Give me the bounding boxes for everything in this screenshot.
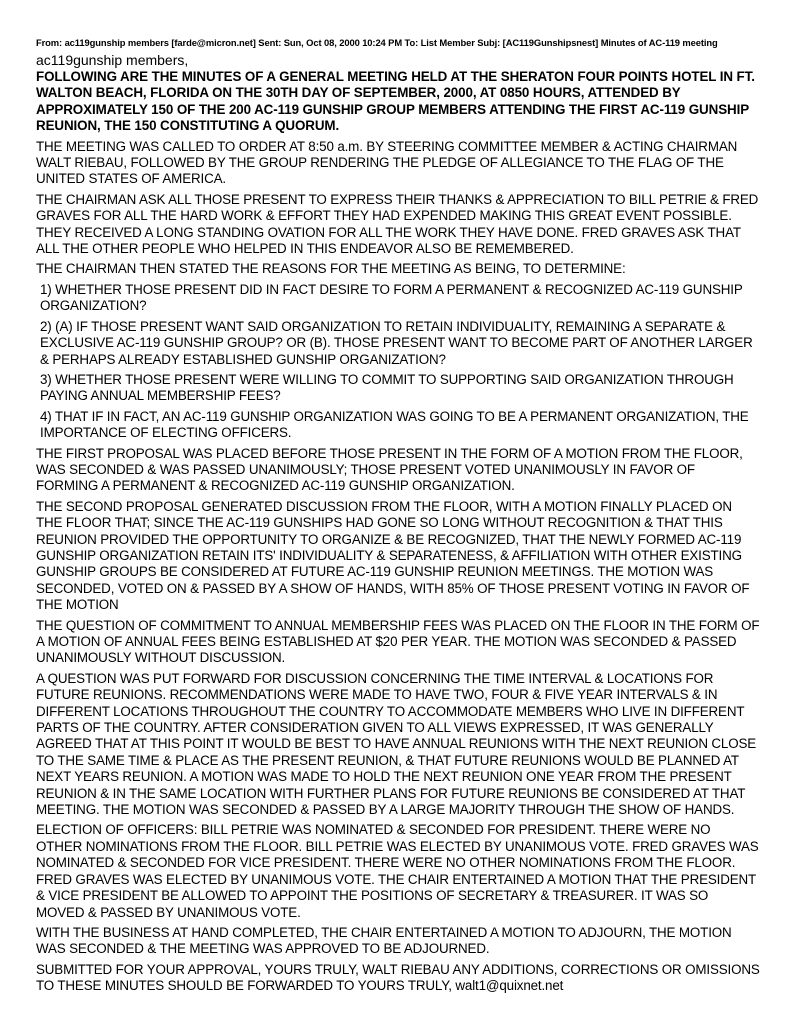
reason-item-2: 2) (A) IF THOSE PRESENT WANT SAID ORGANIZATION TO RETAIN INDIVIDUALITY, REMAINING A SEPARATE & EXCLUSIVE AC-119 GUNSHIP GROUP? OR (B). THOSE PRESENT WANT TO BECOME PART OF ANOTHER LARGER & PERHAPS ALREADY ESTABLISHED GUNSHIP ORGANIZATION? bbox=[40, 318, 753, 367]
election-of-officers: ELECTION OF OFFICERS: BILL PETRIE WAS NOMINATED & SECONDED FOR PRESIDENT. THERE WERE NO OTHER NOMINATIONS FROM THE FLOOR. BILL PETRIE WAS ELECTED BY UNANIMOUS VOTE. FRED GRAVES WAS NOMINATED & SECONDED FOR VICE PRESIDENT. THERE WERE NO OTHER NOMINATIONS FROM THE FLOOR. FRED GRAVES WAS ELECTED BY UNANIMOUS VOTE. THE CHAIR ENTERTAINED A MOTION THAT THE PRESIDENT & VICE PRESIDENT BE ALLOWED TO APPOINT THE POSITIONS OF SECRETARY & TREASURER. IT WAS SO MOVED & PASSED BY UNANIMOUS VOTE. bbox=[36, 822, 759, 920]
future-reunions: A QUESTION WAS PUT FORWARD FOR DISCUSSION CONCERNING THE TIME INTERVAL & LOCATIONS FOR FUTURE REUNIONS. RECOMMENDATIONS WERE MADE TO HAVE TWO, FOUR & FIVE YEAR INTERVALS & IN DIFFERENT LOCATIONS THROUGHOUT THE COUNTRY TO ACCOMMODATE MEMBERS WHO LIVE IN DIFFERENT PARTS OF THE COUNTRY. AFTER CONSIDERATION GIVEN TO ALL VIEWS EXPRESSED, IT WAS GENERALLY AGREED THAT AT THIS POINT IT WOULD BE BEST TO HAVE ANNUAL REUNIONS WITH THE NEXT REUNION CLOSE TO THE SAME TIME & PLACE AS THE PRESENT REUNION, & THAT FUTURE REUNIONS WOULD BE PLANNED AT NEXT YEARS REUNION. A MOTION WAS MADE TO HOLD THE NEXT REUNION ONE YEAR FROM THE PRESENT REUNION & IN THE SAME LOCATION WITH FURTHER PLANS FOR FUTURE REUNIONS BE CONSIDERED AT THAT MEETING. THE MOTION WAS SECONDED & PASSED BY A LARGE MAJORITY THROUGH THE SHOW OF HANDS. bbox=[36, 670, 757, 818]
second-proposal: THE SECOND PROPOSAL GENERATED DISCUSSION FROM THE FLOOR, WITH A MOTION FINALLY PLACED ON THE FLOOR THAT; SINCE THE AC-119 GUNSHIPS HAD GONE SO LONG WITHOUT RECOGNITION & THAT THIS REUNION PROVIDED THE OPPORTUNITY TO ORGANIZE & BE RECOGNIZED, THAT THE NEWLY FORMED AC-119 GUNSHIP ORGANIZATION RETAIN ITS' INDIVIDUALITY & SEPARATENESS, & AFFILIATION WITH OTHER EXISTING GUNSHIP GROUPS BE CONSIDERED AT FUTURE AC-119 GUNSHIP REUNION MEETINGS. THE MOTION WAS SECONDED, VOTED ON & PASSED BY A SHOW OF HANDS, WITH 85% OF THOSE PRESENT VOTING IN FAVOR OF THE MOTION bbox=[36, 498, 750, 613]
email-header: From: ac119gunship members [farde@micron.net] Sent: Sun, Oct 08, 2000 10:24 PM To: List Member Subj: [AC119Gunshipsnest] Minutes of AC-119 meeting bbox=[36, 37, 718, 48]
reason-item-4: 4) THAT IF IN FACT, AN AC-119 GUNSHIP ORGANIZATION WAS GOING TO BE A PERMANENT ORGANIZATION, THE IMPORTANCE OF ELECTING OFFICERS. bbox=[40, 408, 749, 441]
first-proposal: THE FIRST PROPOSAL WAS PLACED BEFORE THOSE PRESENT IN THE FORM OF A MOTION FROM THE FLOOR, WAS SECONDED & WAS PASSED UNANIMOUSLY; THOSE PRESENT VOTED UNANIMOUSLY IN FAVOR OF FORMING A PERMANENT & RECOGNIZED AC-119 GUNSHIP ORGANIZATION. bbox=[36, 445, 743, 494]
email-document bbox=[36, 36, 760, 999]
thanks-paragraph: THE CHAIRMAN ASK ALL THOSE PRESENT TO EXPRESS THEIR THANKS & APPRECIATION TO BILL PETRIE & FRED GRAVES FOR ALL THE HARD WORK & EFFORT THEY HAD EXPENDED MAKING THIS GREAT EVENT POSSIBLE. THEY RECEIVED A LONG STANDING OVATION FOR ALL THE WORK THEY HAVE DONE. FRED GRAVES ASK THAT ALL THE OTHER PEOPLE WHO HELPED IN THIS ENDEAVOR ALSO BE REMEMBERED. bbox=[36, 191, 759, 257]
signature: SUBMITTED FOR YOUR APPROVAL, YOURS TRULY, WALT RIEBAU ANY ADDITIONS, CORRECTIONS OR OMISSIONS TO THESE MINUTES SHOULD BE FORWARDED TO YOURS TRULY, walt1@quixnet.net bbox=[36, 961, 760, 994]
reasons-heading: THE CHAIRMAN THEN STATED THE REASONS FOR THE MEETING AS BEING, TO DETERMINE: bbox=[36, 261, 626, 277]
reason-item-1: 1) WHETHER THOSE PRESENT DID IN FACT DESIRE TO FORM A PERMANENT & RECOGNIZED AC-119 GUNSHIP ORGANIZATION? bbox=[40, 281, 743, 314]
greeting: ac119gunship members, bbox=[36, 52, 189, 68]
call-to-order: THE MEETING WAS CALLED TO ORDER AT 8:50 a.m. BY STEERING COMMITTEE MEMBER & ACTING CHAIRMAN WALT RIEBAU, FOLLOWED BY THE GROUP RENDERING THE PLEDGE OF ALLEGIANCE TO THE FLAG OF THE UNITED STATES OF AMERICA. bbox=[36, 138, 738, 187]
minutes-intro: FOLLOWING ARE THE MINUTES OF A GENERAL MEETING HELD AT THE SHERATON FOUR POINTS HOTEL IN FT. WALTON BEACH, FLORIDA ON THE 30TH DAY OF SEPTEMBER, 2000, AT 0850 HOURS, ATTENDED BY APPROXIMATELY 150 OF THE 200 AC-119 GUNSHIP GROUP MEMBERS ATTENDING THE FIRST AC-119 GUNSHIP REUNION, THE 150 CONSTITUTING A QUORUM. bbox=[36, 69, 755, 134]
membership-fees: THE QUESTION OF COMMITMENT TO ANNUAL MEMBERSHIP FEES WAS PLACED ON THE FLOOR IN THE FORM OF A MOTION OF ANNUAL FEES BEING ESTABLISHED AT $20 PER YEAR. THE MOTION WAS SECONDED & PASSED UNANIMOUSLY WITHOUT DISCUSSION. bbox=[36, 617, 760, 666]
adjournment: WITH THE BUSINESS AT HAND COMPLETED, THE CHAIR ENTERTAINED A MOTION TO ADJOURN, THE MOTION WAS SECONDED & THE MEETING WAS APPROVED TO BE ADJOURNED. bbox=[36, 924, 732, 957]
reason-item-3: 3) WHETHER THOSE PRESENT WERE WILLING TO COMMIT TO SUPPORTING SAID ORGANIZATION THROUGH PAYING ANNUAL MEMBERSHIP FEES? bbox=[40, 371, 734, 404]
